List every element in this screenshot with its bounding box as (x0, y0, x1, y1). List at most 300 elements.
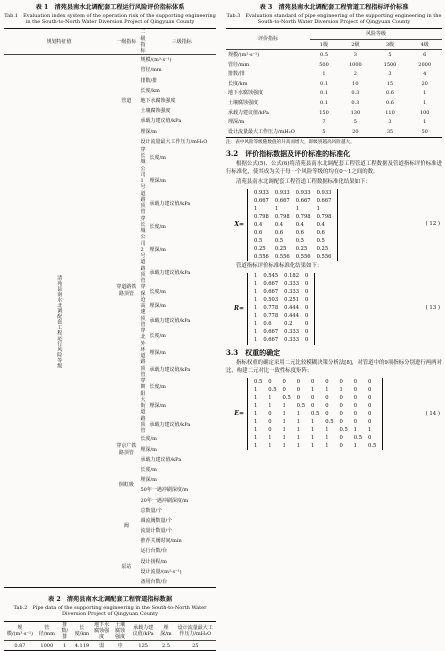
table1-level2-cell: 设计流量/(m³·s⁻¹) (138, 567, 216, 577)
table1-level2-cell: 埋深/m (138, 445, 216, 455)
table2-header-cell: 排数/排 (58, 621, 72, 641)
table1-level2-cell: 排数/排 (138, 76, 216, 86)
table2-data-cell: 4.119 (72, 641, 92, 651)
table3-index-cell: 管径/mm (226, 60, 310, 70)
matrix-r-label: R= (226, 305, 247, 313)
matrix-x (226, 189, 442, 261)
table1-caption-en: Tab.1 Evaluation index system of the operation risk of the supporting engineering in the South-to-North Water Diversion Project of Qingyuan County (4, 13, 216, 26)
matrix-e-cell: 0 (351, 418, 365, 426)
matrix-e-cell: 0 (337, 378, 351, 386)
table3-value-cell: 0.5 (310, 50, 338, 60)
matrix-e-cell: 1 (265, 434, 279, 442)
matrix-r-cell: 1 (251, 289, 260, 297)
table2-header-cell: 长度/km (72, 621, 92, 641)
table3-index-cell: 规模/(m³·s⁻¹) (226, 50, 310, 60)
matrix-r-row (251, 313, 311, 321)
matrix-e-cell: 1 (322, 442, 336, 450)
matrix-x-cell: 1 (272, 205, 293, 213)
matrix-e-cell: 1 (251, 442, 265, 450)
matrix-r-cell: 0.667 (260, 329, 281, 337)
table1-level3-cell: 承载力建议值/kPa (147, 416, 216, 435)
matrix-e-cell: 0 (337, 442, 351, 450)
matrix-e-cell: 1 (265, 442, 279, 450)
table1-header-feature: 规划特征值 (4, 29, 114, 55)
matrix-e-cell: 0 (322, 410, 336, 418)
table3-value-cell: 20 (338, 127, 373, 137)
table-row (226, 98, 442, 108)
matrix-e-row (251, 426, 379, 434)
table1-level2-cell: 穿长城公司1号道路顶管 (138, 147, 147, 216)
matrix-r-cell: 0.667 (260, 289, 281, 297)
matrix-e-cell: 1 (294, 418, 308, 426)
table3-value-cell: 0.6 (373, 89, 408, 99)
table1-level2-cell: 埋深/m (138, 127, 216, 137)
matrix-e-cell: 0 (351, 394, 365, 402)
table1-level3-cell: 埋深/m (147, 345, 216, 362)
matrix-x-cell: 0.933 (314, 189, 335, 197)
table1-level3-cell: 承载力建议值/kPa (147, 314, 216, 329)
table1-level2-cell: 流量计数量/个 (138, 526, 216, 536)
table3-caption-cn: 表 3 清苑县南水北调配套工程管道工程指标评价标准 (226, 4, 442, 12)
matrix-e-row (251, 394, 379, 402)
matrix-x-cell: 0.798 (293, 213, 314, 221)
table1-level1-cell: 穿京广铁路顶管 (114, 434, 138, 465)
table3-level-header: 1级 (310, 39, 338, 50)
table3-value-cell: 6 (407, 50, 442, 60)
table1-level1-cell: 阀 (114, 506, 138, 547)
matrix-r-cell: 0.778 (260, 313, 281, 321)
table3-index-cell: 长度/km (226, 79, 310, 89)
table3-value-cell: 0.3 (338, 98, 373, 108)
table1-level1-cell: 泵站 (114, 547, 138, 588)
matrix-e-cell: 0 (322, 378, 336, 386)
matrix-e-cell: 0.5 (365, 442, 379, 450)
table2-caption-cn: 表 2 清苑县南水北调配套工程管道指标数据 (4, 596, 216, 604)
table3-value-cell: 500 (310, 60, 338, 70)
equation-number-14: ( 14 ) (426, 411, 441, 418)
matrix-x-cell: 0.25 (251, 245, 272, 253)
matrix-e-cell: 0 (365, 378, 379, 386)
matrix-e-cell: 0 (322, 402, 336, 410)
matrix-e-cell: 0 (265, 378, 279, 386)
table3-value-cell: 0.1 (310, 89, 338, 99)
table3-level-header: 3级 (373, 39, 408, 50)
table1-level1-cell: 管道 (114, 55, 138, 147)
table1-level2-cell: 20年一遇冲刷深度/m (138, 496, 216, 506)
table-row (226, 79, 442, 89)
matrix-r-cell: 0 (302, 281, 311, 289)
matrix-x-cell: 0.556 (293, 253, 314, 261)
matrix-r-cell: 1 (251, 297, 260, 305)
matrix-r-cell: 0.667 (260, 281, 281, 289)
matrix-x-row (251, 245, 334, 253)
table3-header-risk: 风险等级 (310, 29, 442, 40)
table2-header-cell: 承载力建议值/kPa (129, 621, 157, 641)
matrix-e-cell: 0 (337, 402, 351, 410)
table3-value-cell: 7 (310, 118, 338, 128)
table3-value-cell: 100 (407, 108, 442, 118)
table3 (226, 28, 442, 138)
matrix-e-cell: 0 (337, 410, 351, 418)
table-row (226, 60, 442, 70)
matrix-e-row (251, 402, 379, 410)
matrix-r-cell: 0.778 (260, 305, 281, 313)
table2-header-cell: 土壤腐蚀强度 (111, 621, 129, 641)
matrix-r-cell: 0 (302, 321, 311, 329)
matrix-r-row (251, 289, 311, 297)
matrix-e-cell: 1 (280, 410, 294, 418)
matrix-e-row (251, 410, 379, 418)
matrix-e-cell: 1 (294, 434, 308, 442)
matrix-r-row (251, 297, 311, 305)
table3-value-cell: 35 (373, 127, 408, 137)
table1-level2-cell: 穿朝阳大街道路顶管 (138, 378, 147, 434)
table-row (226, 127, 442, 137)
matrix-x-row (251, 189, 334, 197)
table1-level3-cell: 长度/m (147, 147, 216, 170)
table2-data-cell: 弱 (92, 641, 111, 651)
matrix-x-cell: 0.556 (314, 253, 335, 261)
matrix-r-cell: 0 (302, 337, 311, 345)
matrix-e-cell: 0.5 (308, 410, 322, 418)
table1-level2-cell: 设计扬程/m (138, 557, 216, 567)
table3-value-cell: 1 (407, 89, 442, 99)
matrix-e-cell: 0 (337, 394, 351, 402)
table1-level2-cell: 管径/mm (138, 65, 216, 75)
matrix-e-cell: 1 (308, 434, 322, 442)
table1-level2-cell: 规模/(m³·s⁻¹) (138, 55, 216, 66)
section-3-2-para3: 管道指标评价标准标准化结果如下： (226, 263, 442, 271)
matrix-x-cell: 0.5 (251, 237, 272, 245)
table1-level3-cell: 承载力建议值/kPa (147, 262, 216, 285)
matrix-r-cell: 0 (302, 313, 311, 321)
table-row (226, 70, 442, 80)
table1-level3-cell: 长度/m (147, 216, 216, 239)
table1-level3-cell: 长度/m (147, 328, 216, 345)
matrix-r-cell: 1 (251, 273, 260, 281)
matrix-e-row (251, 386, 379, 394)
matrix-e-cell: 0 (280, 378, 294, 386)
table1-level2-cell: 调流阀数量/个 (138, 516, 216, 526)
matrix-e-cell: 1 (251, 402, 265, 410)
table3-index-cell: 承载力建议值/kPa (226, 108, 310, 118)
table2-data-cell: 2.5 (157, 641, 174, 651)
table3-value-cell: 15 (373, 79, 408, 89)
matrix-r-cell: 0.667 (260, 337, 281, 345)
table1-level2-cell: 运行台数/台 (138, 547, 216, 557)
matrix-x-cell: 0.667 (272, 197, 293, 205)
table1-level3-cell: 长度/m (147, 378, 216, 397)
matrix-e-cell: 1 (251, 434, 265, 442)
table3-value-cell: 5 (338, 118, 373, 128)
matrix-e-cell: 0 (265, 426, 279, 434)
table3-index-cell: 排数/排 (226, 70, 310, 80)
table3-value-cell: 1500 (373, 60, 408, 70)
table3-value-cell: 2000 (407, 60, 442, 70)
matrix-e-cell: 0.5 (351, 434, 365, 442)
matrix-e-cell: 0.5 (280, 394, 294, 402)
table2-header-cell: 管径/mm (36, 621, 58, 641)
table2-header-cell: 规模/(m³·s⁻¹) (4, 621, 36, 641)
table2-data-cell: 中 (111, 641, 129, 651)
matrix-r-cell: 0.6 (260, 321, 281, 329)
table3-value-cell: 0.1 (310, 98, 338, 108)
matrix-e-cell: 1 (280, 402, 294, 410)
matrix-x-cell: 0.933 (272, 189, 293, 197)
matrix-x-cell: 0.25 (293, 245, 314, 253)
matrix-r-cell: 0.333 (281, 329, 302, 337)
matrix-e-cell: 1 (351, 426, 365, 434)
matrix-e-cell: 0 (365, 402, 379, 410)
matrix-x-row (251, 221, 334, 229)
matrix-x-cell: 0.667 (293, 197, 314, 205)
matrix-r-cell: 1 (251, 281, 260, 289)
matrix-e-cell: 0.5 (265, 386, 279, 394)
matrix-e-cell: 1 (280, 426, 294, 434)
matrix-e-cell: 0 (351, 386, 365, 394)
table2-data-cell: 1 (58, 641, 72, 651)
matrix-e-cell: 0 (365, 386, 379, 394)
matrix-e-cell: 0 (365, 394, 379, 402)
table3-value-cell: 5 (310, 127, 338, 137)
table3-value-cell: 1 (407, 118, 442, 128)
table3-value-cell: 4 (407, 70, 442, 80)
table1-level2-cell: 设计流量最大工作压力/mH₂O (138, 137, 216, 147)
matrix-r-row (251, 281, 311, 289)
matrix-x-row (251, 213, 334, 221)
table3-index-cell: 埋深/m (226, 118, 310, 128)
matrix-e-cell: 0 (308, 402, 322, 410)
table3-value-cell: 10 (338, 79, 373, 89)
table1 (4, 28, 216, 588)
table3-value-cell: 110 (373, 108, 408, 118)
matrix-r-cell: 0 (302, 289, 311, 297)
table3-index-cell: 设计流量最大工作压力/mH₂O (226, 127, 310, 137)
table3-note: 注：表中风险等级随数值的升高而增大，即级别越高风险越大。 (226, 140, 442, 146)
table1-level1-cell: 倒虹吸 (114, 465, 138, 506)
table-row (4, 55, 216, 66)
matrix-e-cell: 0 (365, 418, 379, 426)
matrix-e-cell: 1 (280, 434, 294, 442)
table3-value-cell: 5 (373, 50, 408, 60)
matrix-r-row (251, 337, 311, 345)
table3-value-cell: 0.6 (373, 98, 408, 108)
matrix-e-cell: 0.5 (337, 426, 351, 434)
matrix-x-cell: 0.933 (251, 189, 272, 197)
matrix-x-cell: 0.5 (272, 237, 293, 245)
table1-level2-cell: 承载力建议值/kPa (138, 455, 216, 465)
matrix-e-cell: 1 (265, 394, 279, 402)
table-row (226, 50, 442, 60)
matrix-x-cell: 0.25 (314, 245, 335, 253)
matrix-e-cell: 1 (280, 418, 294, 426)
matrix-x-cell: 0.6 (272, 229, 293, 237)
table2-data-cell: 125 (129, 641, 157, 651)
table2-data-cell: 25 (175, 641, 216, 651)
matrix-e-cell: 0 (308, 378, 322, 386)
table3-value-cell: 130 (338, 108, 373, 118)
matrix-r-cell: 0 (302, 273, 311, 281)
matrix-e-cell: 1 (308, 442, 322, 450)
matrix-r-cell: 0.333 (281, 289, 302, 297)
matrix-r-row (251, 321, 311, 329)
matrix-e-cell: 1 (280, 442, 294, 450)
table1-level3-cell: 埋深/m (147, 299, 216, 314)
table3-value-cell: 1 (407, 98, 442, 108)
table2-data-cell: 0.87 (4, 641, 36, 651)
matrix-e-cell: 0.5 (322, 418, 336, 426)
matrix-e-cell: 0 (351, 378, 365, 386)
matrix-e-row (251, 378, 379, 386)
table1-level2-cell: 长度/m (138, 465, 216, 475)
matrix-x-cell: 0.5 (293, 237, 314, 245)
matrix-x-cell: 0.4 (293, 221, 314, 229)
section-3-2-title: 3.2 评价指标数据及评价标准的标准化 (226, 150, 442, 159)
matrix-r-row (251, 305, 311, 313)
matrix-e-cell: 1 (294, 442, 308, 450)
matrix-r-cell: 1 (251, 329, 260, 337)
table1-level3-cell: 承载力建议值/kPa (147, 362, 216, 379)
matrix-x-label: X= (226, 221, 247, 229)
matrix-e-cell: 0 (337, 434, 351, 442)
equation-number-13: ( 13 ) (426, 305, 441, 312)
matrix-r-cell: 0.2 (281, 321, 302, 329)
table1-level2-cell: 长度/m (138, 434, 216, 444)
table1-level2-cell: 推荐关阀时间/min (138, 536, 216, 546)
matrix-e-cell: 1 (351, 442, 365, 450)
table3-level-header: 2级 (338, 39, 373, 50)
matrix-e-cell: 0 (280, 386, 294, 394)
matrix-e-cell: 0 (294, 378, 308, 386)
left-column (4, 2, 216, 651)
matrix-e-cell: 1 (251, 394, 265, 402)
matrix-x-cell: 1 (293, 205, 314, 213)
matrix-x-cell: 0.798 (314, 213, 335, 221)
matrix-r-cell: 0.444 (281, 305, 302, 313)
matrix-x-row (251, 197, 334, 205)
table1-level2-cell: 穿保沧高速顶管 (138, 284, 147, 328)
table3-value-cell: 20 (407, 79, 442, 89)
table1-header-level1: 一级指标 (114, 29, 138, 55)
section-3-2-para1: 根据公式(5)、公式(6)将清苑县南水北调配套工程管道工程数据及管道指标评价标准进行标准化，使其成为关于每一个风险等级的均在0～1之间的数。 (226, 161, 442, 177)
matrix-r-cell: 0.444 (281, 313, 302, 321)
matrix-x-cell: 0.4 (272, 221, 293, 229)
table3-index-cell: 土壤腐蚀强度 (226, 98, 310, 108)
table1-level2-cell: 埋深/m (138, 475, 216, 485)
table2 (4, 621, 216, 651)
table3-value-cell: 0.3 (338, 89, 373, 99)
table1-header-level3: 三级指标 (147, 29, 216, 55)
table2-header-cell: 设计流量最大工作压力/mH₂O (175, 621, 216, 641)
table3-index-cell: 地下水腐蚀强度 (226, 89, 310, 99)
table3-value-cell: 3 (373, 118, 408, 128)
matrix-r-cell: 0 (302, 305, 311, 313)
matrix-e-row (251, 418, 379, 426)
table1-level3-cell: 埋深/m (147, 239, 216, 262)
matrix-r-row (251, 329, 311, 337)
matrix-x-cell: 0.6 (314, 229, 335, 237)
matrix-x-cell: 0.667 (251, 197, 272, 205)
table3-value-cell: 1000 (338, 60, 373, 70)
table1-level2-cell: 总数量/个 (138, 506, 216, 516)
matrix-e-cell: 0 (337, 418, 351, 426)
table1-level2-cell: 长度/km (138, 86, 216, 96)
table-row (226, 118, 442, 128)
matrix-r-cell: 0.251 (281, 297, 302, 305)
matrix-r-cell: 0 (302, 297, 311, 305)
matrix-x-cell: 0.6 (293, 229, 314, 237)
matrix-e-cell: 0 (365, 410, 379, 418)
matrix-r-cell: 1 (251, 305, 260, 313)
table2-header-cell: 地下水腐蚀强度 (92, 621, 111, 641)
matrix-e-cell: 1 (251, 418, 265, 426)
matrix-e-row (251, 434, 379, 442)
matrix-r-row (251, 273, 311, 281)
section-3-3-para1: 指标权重的确定采用二元比较模糊决策分析法[8]，对管道中的9项指标分别进行两两对比，构建二元对比一致性标度矩阵： (226, 360, 442, 376)
matrix-r-cell: 1 (251, 337, 260, 345)
table1-level3-cell: 长度/m (147, 284, 216, 299)
matrix-e-cell: 1 (251, 410, 265, 418)
matrix-r-cell: 0 (302, 329, 311, 337)
matrix-x-cell: 0.798 (272, 213, 293, 221)
table3-value-cell: 0.1 (310, 79, 338, 89)
table3-header-index: 评价指标 (226, 29, 310, 50)
matrix-r-cell: 0.503 (260, 297, 281, 305)
table1-level1-cell: 穿道路铁路顶管 (114, 147, 138, 435)
table2-header-cell: 埋深/m (157, 621, 174, 641)
matrix-e-cell: 1 (337, 386, 351, 394)
matrix-x-row (251, 229, 334, 237)
table1-level2-cell: 承载力建议值/kPa (138, 116, 216, 126)
section-3-3-title: 3.3 权重的确定 (226, 349, 442, 358)
matrix-e-cell: 1 (294, 410, 308, 418)
matrix-e-cell: 0 (365, 434, 379, 442)
matrix-e-cell: 1 (265, 402, 279, 410)
table1-level2-cell: 土壤腐蚀强度 (138, 106, 216, 116)
equation-number-12: ( 12 ) (426, 221, 441, 228)
matrix-e-cell: 0 (265, 410, 279, 418)
section-3-2-para2: 清苑县南水北调配套工程管道工程数据标准化结果如下： (226, 179, 442, 187)
matrix-e-cell: 0.5 (294, 402, 308, 410)
matrix-e-cell: 0 (265, 418, 279, 426)
matrix-r-cell: 0.333 (281, 281, 302, 289)
table1-level2-cell: 50年一遇冲刷深度/m (138, 485, 216, 495)
table-row (226, 89, 442, 99)
table1-level2-cell: 穿北外环道路顶管 (138, 328, 147, 378)
matrix-e-cell: 1 (308, 418, 322, 426)
matrix-x-row (251, 253, 334, 261)
matrix-r-cell: 1 (251, 313, 260, 321)
matrix-e-cell: 1 (322, 434, 336, 442)
table3-value-cell: 1 (310, 70, 338, 80)
matrix-r (226, 273, 442, 345)
matrix-r-cell: 0.333 (281, 337, 302, 345)
matrix-e-cell: 1 (308, 426, 322, 434)
table1-level2-cell: 穿长城公司2号道路顶管 (138, 216, 147, 285)
table1-caption-cn: 表 1 清苑县南水北调配套工程运行风险评价指标体系 (4, 4, 216, 12)
matrix-e-cell: 0 (351, 410, 365, 418)
matrix-e-cell: 0 (322, 394, 336, 402)
matrix-x-cell: 0.4 (314, 221, 335, 229)
table1-level3-cell: 埋深/m (147, 170, 216, 193)
matrix-e-cell: 1 (294, 426, 308, 434)
matrix-x-cell: 0.667 (314, 197, 335, 205)
table2-caption-en: Tab.2 Pipe data of the supporting engineering in the South-to-North Water Diversion Project of Qingyuan County (4, 605, 216, 618)
matrix-e-cell: 0 (351, 402, 365, 410)
table-row (226, 108, 442, 118)
matrix-e-cell: 1 (322, 386, 336, 394)
matrix-e-row (251, 442, 379, 450)
